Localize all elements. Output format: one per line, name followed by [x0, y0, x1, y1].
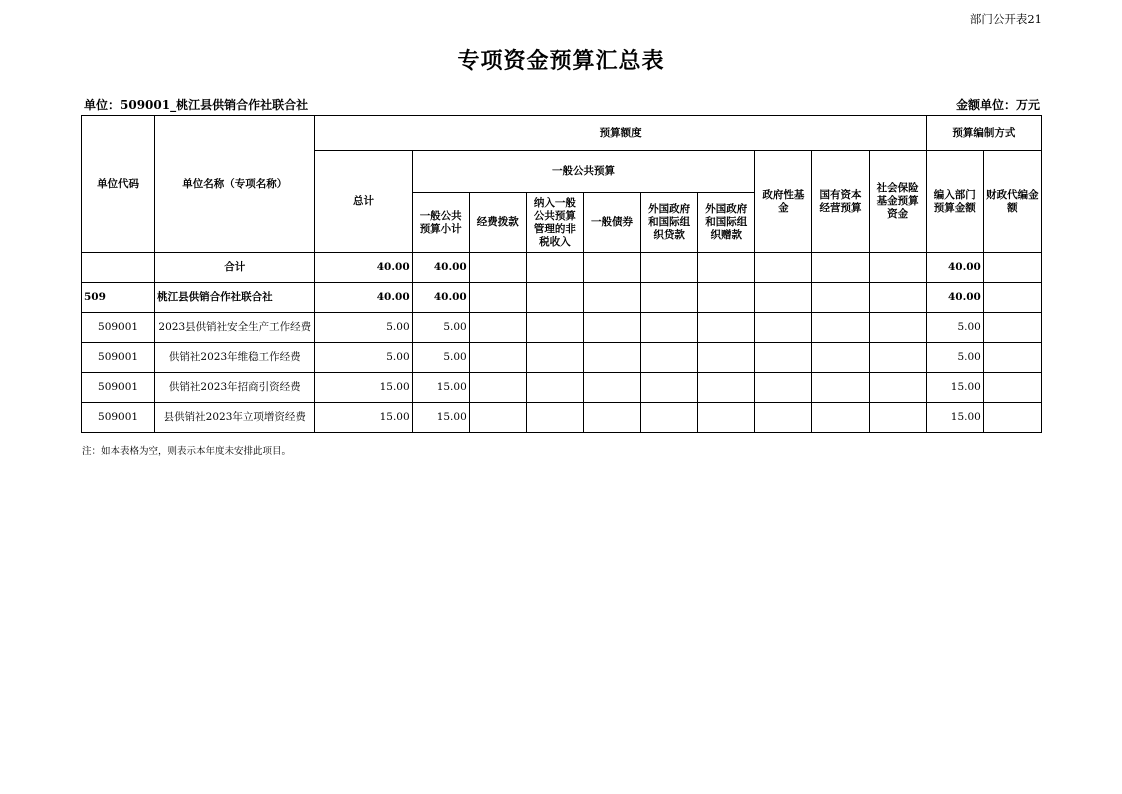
cell-gp-subtotal: 5.00 — [412, 313, 469, 343]
cell-gp-subtotal: 5.00 — [412, 343, 469, 373]
cell-gp-subtotal: 15.00 — [412, 373, 469, 403]
cell-gp-subtotal: 40.00 — [412, 283, 469, 313]
header-foreign-grant: 外国政府和国际组织赠款 — [698, 193, 755, 253]
money-unit-label: 金额单位：万元 — [955, 98, 1040, 112]
header-total: 总计 — [315, 151, 412, 253]
cell-dept-budget: 15.00 — [926, 403, 983, 433]
header-gp-subtotal: 一般公共预算小计 — [412, 193, 469, 253]
table-row — [82, 283, 1042, 313]
header-general-public-budget: 一般公共预算 — [412, 151, 755, 193]
header-budget-method: 预算编制方式 — [926, 116, 1041, 151]
cell-total: 40.00 — [315, 253, 412, 283]
form-number: 部门公开表21 — [969, 12, 1042, 26]
header-dept-budget: 编入部门预算金额 — [926, 151, 983, 253]
header-unit-name: 单位名称（专项名称） — [155, 116, 315, 253]
cell-dept-budget: 5.00 — [926, 343, 983, 373]
table-row — [82, 403, 1042, 433]
cell-total: 40.00 — [315, 283, 412, 313]
cell-code: 509001 — [82, 373, 155, 403]
header-fund-allocation: 经费拨款 — [469, 193, 526, 253]
header-gov-fund: 政府性基金 — [755, 151, 812, 253]
cell-code: 509 — [82, 283, 155, 313]
cell-total: 5.00 — [315, 343, 412, 373]
footnote: 注：如本表格为空，则表示本年度未安排此项目。 — [82, 446, 292, 457]
table-row — [82, 253, 1042, 283]
header-non-tax: 纳入一般公共预算管理的非税收入 — [526, 193, 583, 253]
cell-total: 5.00 — [315, 313, 412, 343]
cell-total: 15.00 — [315, 403, 412, 433]
table-row — [82, 373, 1042, 403]
cell-total: 15.00 — [315, 373, 412, 403]
page-title: 专项资金预算汇总表 — [457, 48, 665, 74]
cell-name: 供销社2023年招商引资经费 — [155, 373, 315, 403]
cell-dept-budget: 40.00 — [926, 253, 983, 283]
budget-table — [81, 115, 1042, 433]
table-row — [82, 343, 1042, 373]
cell-code: 509001 — [82, 313, 155, 343]
cell-code: 509001 — [82, 343, 155, 373]
cell-name: 桃江县供销合作社联合社 — [155, 283, 315, 313]
cell-name: 供销社2023年维稳工作经费 — [155, 343, 315, 373]
cell-name: 2023县供销社安全生产工作经费 — [155, 313, 315, 343]
header-general-bond: 一般债券 — [583, 193, 640, 253]
cell-gp-subtotal: 15.00 — [412, 403, 469, 433]
cell-dept-budget: 15.00 — [926, 373, 983, 403]
cell-name: 县供销社2023年立项增资经费 — [155, 403, 315, 433]
cell-name: 合计 — [155, 253, 315, 283]
unit-label: 单位：509001_桃江县供销合作社联合社 — [84, 98, 309, 112]
header-budget-amount: 预算额度 — [315, 116, 926, 151]
cell-code: 509001 — [82, 403, 155, 433]
header-social-insurance: 社会保险基金预算资金 — [869, 151, 926, 253]
cell-gp-subtotal: 40.00 — [412, 253, 469, 283]
header-foreign-loan: 外国政府和国际组织贷款 — [641, 193, 698, 253]
cell-code — [82, 253, 155, 283]
table-row — [82, 313, 1042, 343]
cell-dept-budget: 40.00 — [926, 283, 983, 313]
header-state-capital: 国有资本经营预算 — [812, 151, 869, 253]
cell-dept-budget: 5.00 — [926, 313, 983, 343]
header-unit-code: 单位代码 — [82, 116, 155, 253]
header-finance-proxy: 财政代编金额 — [983, 151, 1041, 253]
